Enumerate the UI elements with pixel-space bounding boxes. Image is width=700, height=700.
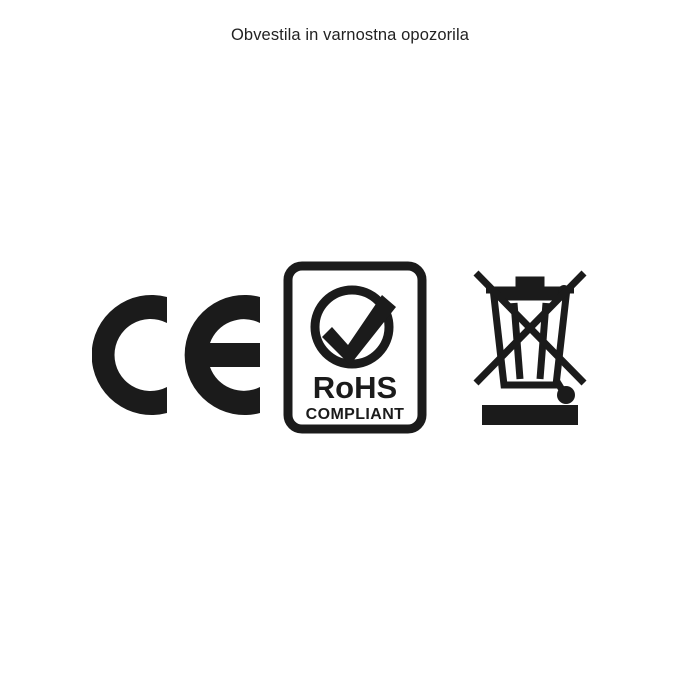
compliance-symbols-row — [80, 255, 620, 440]
ce-marking-icon — [92, 255, 272, 440]
rohs-label-top: RoHS — [312, 370, 398, 405]
rohs-compliant-icon — [280, 255, 430, 440]
page-title: Obvestila in varnostna opozorila — [231, 26, 469, 44]
rohs-label-bottom: COMPLIANT — [305, 406, 405, 423]
weee-bin-icon — [460, 255, 600, 440]
